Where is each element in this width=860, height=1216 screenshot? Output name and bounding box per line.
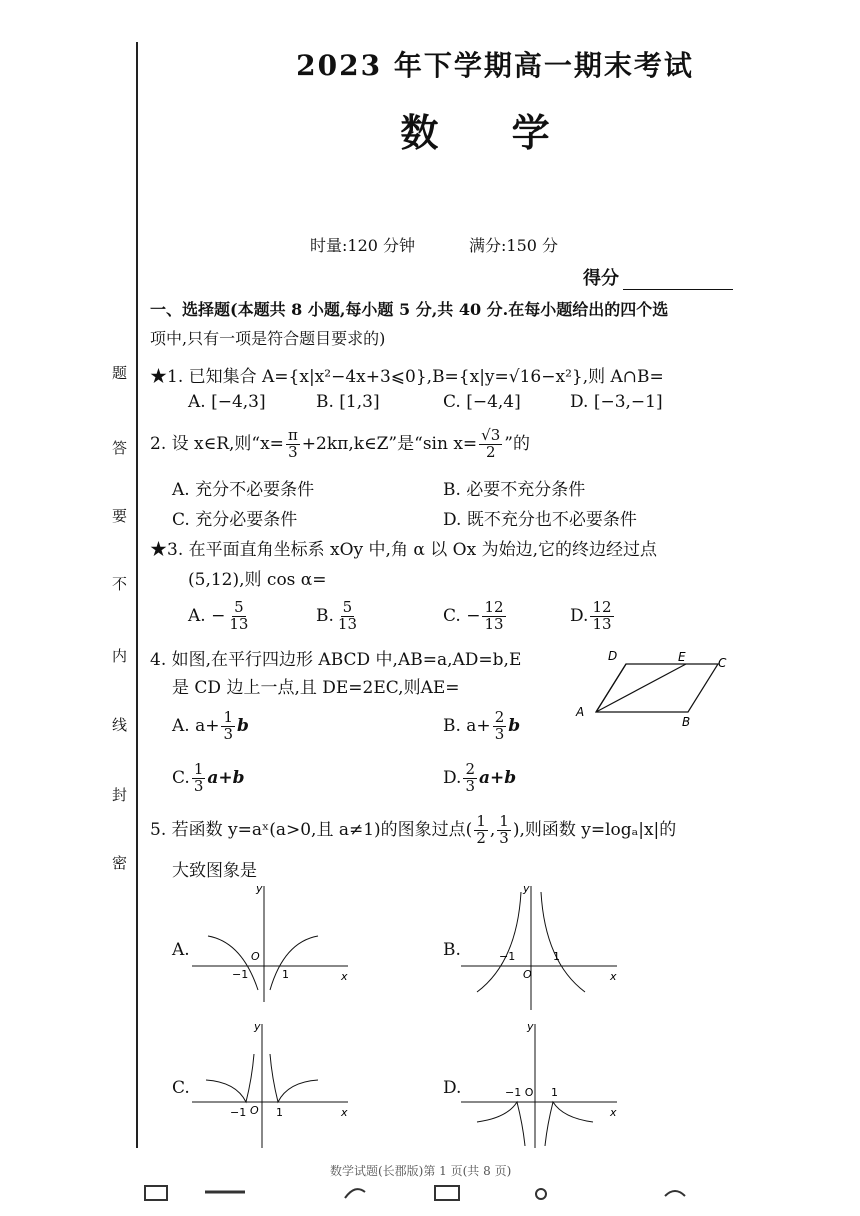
q3-stem: ★3. 在平面直角坐标系 xOy 中,角 α 以 Ox 为始边,它的终边经过点 [150,540,657,560]
q3-stem-cont: (5,12),则 cos α= [188,570,327,590]
q4-option-c: C. $\frac{1}{3}$ a+b [172,760,245,795]
svg-text:O: O [523,968,532,981]
page-footer: 数学试题(长郡版)第 1 页(共 8 页) [330,1164,512,1178]
svg-text:y: y [256,882,263,895]
score-label: 得分 [583,268,619,289]
seal-char: 密 [112,854,128,872]
vector-ae [596,664,686,712]
svg-text:O: O [250,1104,259,1117]
full-score: 满分:150 分 [469,236,559,255]
q4-option-b: B. a+ $\frac{2}{3}$ b [443,708,521,743]
seal-char: 题 [112,364,128,382]
svg-text:y: y [523,882,530,895]
vector-ad [596,664,626,712]
q3-option-d: D. $\frac{12}{13}$ [570,598,612,633]
seal-char: 内 [112,647,128,665]
score-field[interactable] [583,264,733,290]
parallelogram-abcd [596,664,718,712]
svg-text:x: x [610,1106,617,1119]
label-b: B [682,715,691,728]
svg-text:−1: −1 [232,968,249,981]
q2-frac-sqrt3-2: $\frac{√3}{2}$ [481,426,501,461]
seal-line [136,42,138,1148]
label-d: D [608,649,618,663]
q2-option-c: C. 充分必要条件 [172,510,298,530]
q5-frac-1-3: $\frac{1}{3}$ [499,812,509,847]
seal-char: 不 [112,575,128,593]
time-limit: 时量:120 分钟 [310,236,416,255]
q5-option-d-label: D. [443,1078,462,1098]
score-blank[interactable] [623,271,733,290]
q5-stem-cont: 大致图象是 [172,861,257,881]
q5-graph-c [186,1018,356,1150]
q1-option-a: A. [−4,3] [188,392,266,412]
parallelogram-figure [568,648,738,728]
svg-text:1: 1 [551,1086,558,1099]
q5-option-a-label: A. [172,940,190,960]
seal-char: 封 [112,786,128,804]
exam-meta [310,233,612,256]
q1-option-c: C. [−4,4] [443,392,521,412]
q2-option-a: A. 充分不必要条件 [172,480,315,500]
q3-option-a: A. − $\frac{5}{13}$ [188,598,249,633]
q4-option-d: D. $\frac{2}{3}$ a+b [443,760,517,795]
q4-stem-cont: 是 CD 边上一点,且 DE=2EC,则AE= [172,678,460,698]
svg-text:1: 1 [276,1106,283,1119]
scan-artifacts [115,1182,815,1202]
q2-option-b: B. 必要不充分条件 [443,480,586,500]
svg-text:x: x [610,970,617,983]
label-a: A [576,705,585,719]
svg-text:1: 1 [282,968,289,981]
seal-char: 线 [112,716,128,734]
section-heading-cont: 项中,只有一项是符合题目要求的) [150,329,386,348]
subject-title: 数 学 [400,110,580,155]
q5-graph-b [455,882,625,1012]
seal-char: 答 [112,439,128,457]
q5-frac-1-2: $\frac{1}{2}$ [476,812,486,847]
svg-text:y: y [254,1020,261,1033]
svg-text:−1 O: −1 O [505,1086,534,1099]
q5-option-b-label: B. [443,940,461,960]
label-c: C [718,656,727,670]
q4-option-a: A. a+ $\frac{1}{3}$ b [172,708,249,743]
q2-stem: 2. 设 x∈R,则“x= $\frac{\pi}{3}$ +2kπ,k∈Z”是“sin x= $\frac{√3}{2}$ ”的 [150,426,530,461]
svg-text:−1: −1 [499,950,516,963]
svg-text:x: x [341,1106,348,1119]
svg-text:x: x [341,970,348,983]
q5-stem: 5. 若函数 y=aˣ(a>0,且 a≠1)的图象过点( $\frac{1}{2}$ , $\frac{1}{3}$ ),则函数 y=logₐ|x|的 [150,812,677,847]
q5-graph-d [455,1018,625,1150]
svg-text:−1: −1 [230,1106,247,1119]
q5-option-c-label: C. [172,1078,190,1098]
seal-char: 要 [112,507,128,525]
q4-stem: 4. 如图,在平行四边形 ABCD 中,AB=a,AD=b,E [150,650,522,670]
svg-text:y: y [527,1020,534,1033]
q3-option-b: B. $\frac{5}{13}$ [316,598,357,633]
exam-title: 2023 年下学期高一期末考试 [296,49,694,82]
q1-stem: ★1. 已知集合 A={x|x²−4x+3⩽0},B={x|y=√16−x²},则 A∩B= [150,367,664,387]
section-heading: 一、选择题(本题共 8 小题,每小题 5 分,共 40 分.在每小题给出的四个选 [150,300,669,319]
q1-option-d: D. [−3,−1] [570,392,663,412]
svg-text:O: O [251,950,260,963]
q1-option-b: B. [1,3] [316,392,380,412]
q5-graph-a [186,882,356,1004]
q2-option-d: D. 既不充分也不必要条件 [443,510,637,530]
label-e: E [678,650,686,664]
q3-option-c: C. − $\frac{12}{13}$ [443,598,504,633]
svg-text:1: 1 [553,950,560,963]
q2-frac-pi-3: $\frac{\pi}{3}$ [287,426,298,461]
